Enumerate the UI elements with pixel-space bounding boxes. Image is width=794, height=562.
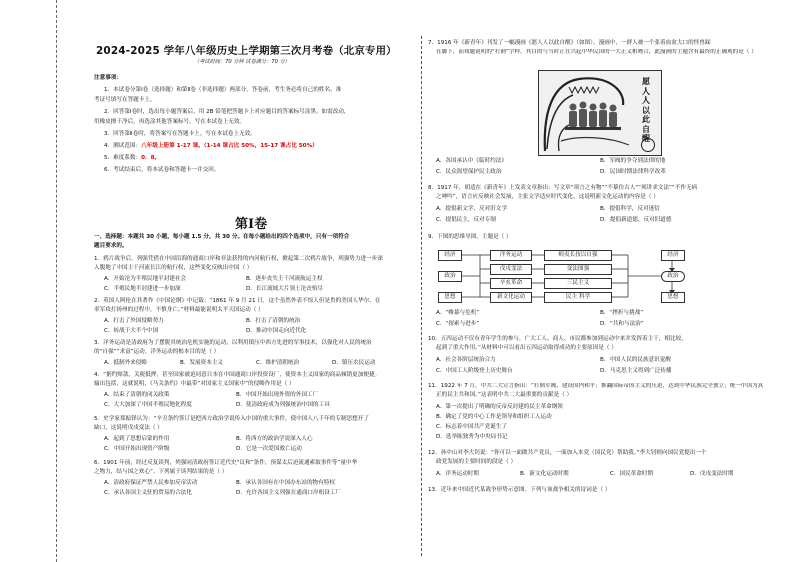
note-4-scope: 八年级上册第 1-17 课。（1-14 课占比 50%，15-17 课占比 50%） <box>141 143 318 149</box>
q10-option-c: C．中国工人阶级登上历史舞台 <box>436 368 513 374</box>
q4-option-b: B．中国开始出现外资的外国工厂 <box>236 392 319 398</box>
note-5 <box>104 155 160 162</box>
q7-option-d: D．民国时期法律科学改革 <box>600 169 666 175</box>
q12-stem-2: 政党发展的主要时间的段是（ ） <box>436 459 517 465</box>
note-2b: 用橡皮擦干净后，再选涂其他答案标号。写在本试卷上无效。 <box>94 119 246 125</box>
q6-option-b: B．承认各国有在中国办东站的物有特权 <box>236 480 335 486</box>
note-1a: 1．本试卷分第Ⅰ卷（选择题）和第Ⅱ卷（非选择题）两部分。答卷前，考生务必将自己的姓名、准 <box>104 87 342 93</box>
note-3: 3．回答第Ⅱ卷时，将答案写在答题卡上。写在本试卷上无效。 <box>104 131 256 137</box>
q5-option-b: B．将西方的政治学说深入人心 <box>236 436 313 442</box>
q4-option-c: C．大大加深了中国半殖民地化程度 <box>104 402 192 408</box>
q2-stem-1: 2．英国人阿伦在其著作《中国论纲》中记载：“1861 年 9 月 21 日，这个虽然外表不惊人但是贵的美国人华尔，在 <box>94 298 381 304</box>
cartoon-image <box>538 70 662 156</box>
diagram-right-politics: 政治 <box>661 271 685 282</box>
q1-option-b: B．逐步丧失主干河流航运主权 <box>246 276 323 282</box>
q12-stem-1: 12．孙中山对李大钊说：“你可以一面做共产党员，一面加入本党（国民党）帮助我。”李大钊则向国民党提出一个 <box>428 450 707 456</box>
diagram-idea-3: 三民主义 <box>544 278 612 289</box>
q12-option-d: D．戊戌变法时期 <box>690 471 734 477</box>
q6-option-d: D．允许各国主义列强在通商口岸租设工厂 <box>236 490 341 496</box>
section-title: 第Ⅰ卷 <box>235 217 268 232</box>
section-intro-b: 题目要求的。 <box>94 243 128 249</box>
q11-option-a: A．第一次提出了明确的反帝反封建的民主革命纲领 <box>436 404 563 410</box>
q3-option-d: D．镇压农民运动 <box>332 360 376 366</box>
q10-stem-2: 起到了重大作用。”从材料中可以看出五四运动取得成功的主要原因是（ ） <box>436 345 617 351</box>
diagram-idea-1: 师夷长技以自强 <box>544 250 612 261</box>
q4-option-a: A．结束了清朝的闭关政策 <box>104 392 170 398</box>
q7-option-b: B．军阀的争夺到法律的地 <box>600 158 666 164</box>
q4-option-d: D．使清政府成为列强统治中国的工具 <box>236 402 330 408</box>
diagram-event-3: 辛亥革命 <box>490 278 532 289</box>
q2-option-b: B．打击了清朝的统治 <box>246 318 301 324</box>
q8-option-d: D．提倡新道德，反对旧道德 <box>600 217 672 223</box>
note-6: 6．考试结束后，将本试卷和答题卡一并交回。 <box>104 167 220 173</box>
q2-stem-2: 率军攻打扬州的过程中，不慎身亡。”材料最能说明太平天国运动（ ） <box>94 307 264 313</box>
q6-option-a: A．清政府保证严禁人民参加反帝活动 <box>104 480 198 486</box>
q7-option-a: A．各国承认中《临时约法》 <box>436 158 507 164</box>
q4-stem-1: 4．“据约赔款，关税抵押，甚至国家被迫同意日本在中国通商口岸投资设厂，使资本主义国家的商品倾销更加便捷。 <box>94 372 381 378</box>
q1-option-d: D．长江流域大片领土沦丧殆尽 <box>246 286 324 292</box>
q7-stem-1: 7．1916 年《新青年》刊发了一幅漫画《愿人人以此自醒》（如图）。漫画中，一群人被一个张着血盆大口的怪兽踩 <box>428 40 711 46</box>
section-intro-a: 一、选择题：本题共 30 小题，每小题 1.5 分，共 30 分。在每小题给出的四个选项中，只有一项符合 <box>94 234 350 240</box>
q8-option-b: B．提倡科学，反对迷信 <box>600 206 660 212</box>
q2-option-a: A．打击了外国侵略势力 <box>104 318 164 324</box>
diagram-event-2: 戊戌变法 <box>490 264 532 275</box>
q3-option-a: A．抵制外来侵略 <box>104 360 147 366</box>
q11-option-b: B．确定了党的中心工作是领导和组织工人运动 <box>436 414 552 420</box>
note-5-prefix: 5．难度系数： <box>104 155 142 161</box>
q11-stem-2: 正的民主共和国。”这表明中共二大最重要的贡献是（ ） <box>436 392 573 398</box>
q1-option-a: A．开始沦为半殖民地半封建社会 <box>104 276 187 282</box>
q5-option-a: A．起到了思想启蒙的作用 <box>104 436 170 442</box>
exam-title: 2024-2025 学年八年级历史上学期第三次月考卷（北京专用） <box>96 45 397 57</box>
q9-option-c: C．“探索与进步” <box>436 321 480 327</box>
cartoon-caption: 愿 人 人 以 此 自 醒 <box>642 76 650 143</box>
q10-stem-1: 10．五四运动不仅有青年学生的参与，广大工人、商人、市民都参加到运动中来并发挥着主干，相比较， <box>428 336 687 342</box>
q5-stem-1: 5．史学家郑振铎认为：“辛丑条约签订是把西方政治学说传入中国的重大事件，使中国人八千年的专制思想开了 <box>94 416 369 422</box>
q5-option-d: D．它是一次爱国救亡运动 <box>236 446 302 452</box>
q3-stem-2: 的“自强”“求富”运动。洋务运动的根本目的是（ ） <box>94 349 220 355</box>
q10-option-d: D．马克思主义得到广泛传播 <box>600 368 672 374</box>
q9-option-d: D．“共和与法治” <box>600 321 644 327</box>
q1-stem-2: 入腹地了中国主干河流长江的航行权，这些变化反映出中国（ ） <box>94 265 253 271</box>
note-5-difficulty: 0．8。 <box>141 155 161 161</box>
q9-stem-1: 9．下图的思维导图，主题是（ ） <box>428 234 512 240</box>
q3-option-b: B．发展资本主义 <box>180 360 223 366</box>
q6-stem-2: 之物力，结与国之欢心”。下列属于谈判结果的是（ ） <box>94 469 228 475</box>
diagram-right-economy: 经济 <box>661 250 685 261</box>
cartoon-seal-icon <box>641 138 655 152</box>
q8-stem-2: 之呻吟”，语言应反映社会发展，主张文学适应时代变化，这说明新文化运动的内容是（ ） <box>436 194 659 200</box>
q12-option-c: C．国民革命时期 <box>610 471 654 477</box>
diagram-left-thought: 思想 <box>438 292 462 303</box>
q1-stem-1: 1．鸦片战争后，列强凭借在中国沿海的通商口岸和非法获得的内河航行权，掀起第二次鸦片战争，列强势力进一步深 <box>94 256 383 262</box>
note-2a: 2．回答第Ⅰ卷时，选出每小题答案后，用 2B 铅笔把答题卡上对应题目的答案标号涂黑。如需改动， <box>104 109 350 115</box>
note-4 <box>104 143 318 150</box>
q3-option-c: C．维护清朝统治 <box>256 360 300 366</box>
q11-option-c: C．标志着中国共产党诞生了 <box>436 424 508 430</box>
q7-option-c: C．民众渴望保护民主政治 <box>436 169 502 175</box>
diagram-right-thought: 思想 <box>661 292 685 303</box>
q13-stem-1: 13．近年来中国近代某战争形势示意图。下列与该战争相关的诗词是（ ） <box>428 487 611 493</box>
q12-option-b: B．新文化运动时期 <box>520 471 569 477</box>
diagram-event-4: 新文化运动 <box>490 292 532 303</box>
q10-option-b: B．中国人民的民族意识觉醒 <box>600 357 671 363</box>
diagram-event-1: 洋务运动 <box>490 250 532 261</box>
q9-option-a: A．“帷幕与危机” <box>436 310 480 316</box>
q1-option-c: C．半殖民地半封建进一步加深 <box>104 286 181 292</box>
q11-stem-1: 11．1922 年 7 月，中共二大宣言指出：“打倒军阀，建设国内和平；推翻国际帝国主义的压迫，达到中华民族完全独立；统一中国为真 <box>428 383 764 389</box>
diagram-idea-4: 民主 科学 <box>544 292 612 303</box>
exam-subtitle: （考试时间：70 分钟 试卷满分：70 分） <box>194 59 290 65</box>
q6-option-c: C．承认各国主义驻的贸易的合法化 <box>104 490 192 496</box>
binding-margin <box>6 0 66 562</box>
q8-stem-1: 8．1917 年，胡适在《新青年》上发表文章指出：写文章“须言之有物”“不摹仿古人”“须讲求文法”“不作无病 <box>428 185 698 191</box>
binding-dashed-line <box>56 0 57 562</box>
q8-option-c: C．提倡民主，反对专制 <box>436 217 496 223</box>
q2-option-c: C．转战于大半个中国 <box>104 328 159 334</box>
q12-option-a: A．洋务运动时期 <box>436 471 479 477</box>
q10-option-a: A．社会各阶层统治合力 <box>436 357 496 363</box>
mind-map-diagram <box>436 248 698 304</box>
diagram-left-economy: 经济 <box>438 250 462 261</box>
q3-stem-1: 3．洋务运动是清政府为了摆脱其统治危机实施的运动，以利用镇压中西方先进的军事技术，以强化对人民的统治 <box>94 340 372 346</box>
q8-option-a: A．提倡新文学，反对旧文学 <box>436 206 507 212</box>
q4-stem-2: 输出包括，这就说明，《马关条约》中最带“对国家主义国家中”的侵略作用是（ ） <box>94 381 295 387</box>
q6-stem-1: 6．1901 年前，经过反复谈判，列强同清政府签订近代史“议和”条件，预谋太后迫流通索取事件等”量中华 <box>94 460 358 466</box>
q5-stem-2: 缺口，这说明戊戌变法（ ） <box>94 425 163 431</box>
diagram-idea-2: 变法图强 <box>544 264 612 275</box>
q5-option-c: C．中国开始出现资产阶级 <box>104 446 170 452</box>
q9-option-b: B．“挫折与挑战” <box>600 310 644 316</box>
note-4-prefix: 4．测试范围： <box>104 143 142 149</box>
q11-option-d: D．选举陈独秀为中央局书记 <box>436 434 508 440</box>
q7-stem-2: 在脚下，而戏题说明的“打倒”字样，其目的与当时正在兴起中华民国的一大正义相吻合，此漫画的主题含有最终的正确观的是（ ） <box>436 49 757 55</box>
q2-option-d: D．推动中国走向近代化 <box>246 328 307 334</box>
diagram-left-politics: 政治 <box>438 271 462 282</box>
note-1b: 考证号填写在答题卡上。 <box>94 97 156 103</box>
notes-heading: 注意事项： <box>94 75 122 81</box>
column-divider <box>421 36 422 556</box>
